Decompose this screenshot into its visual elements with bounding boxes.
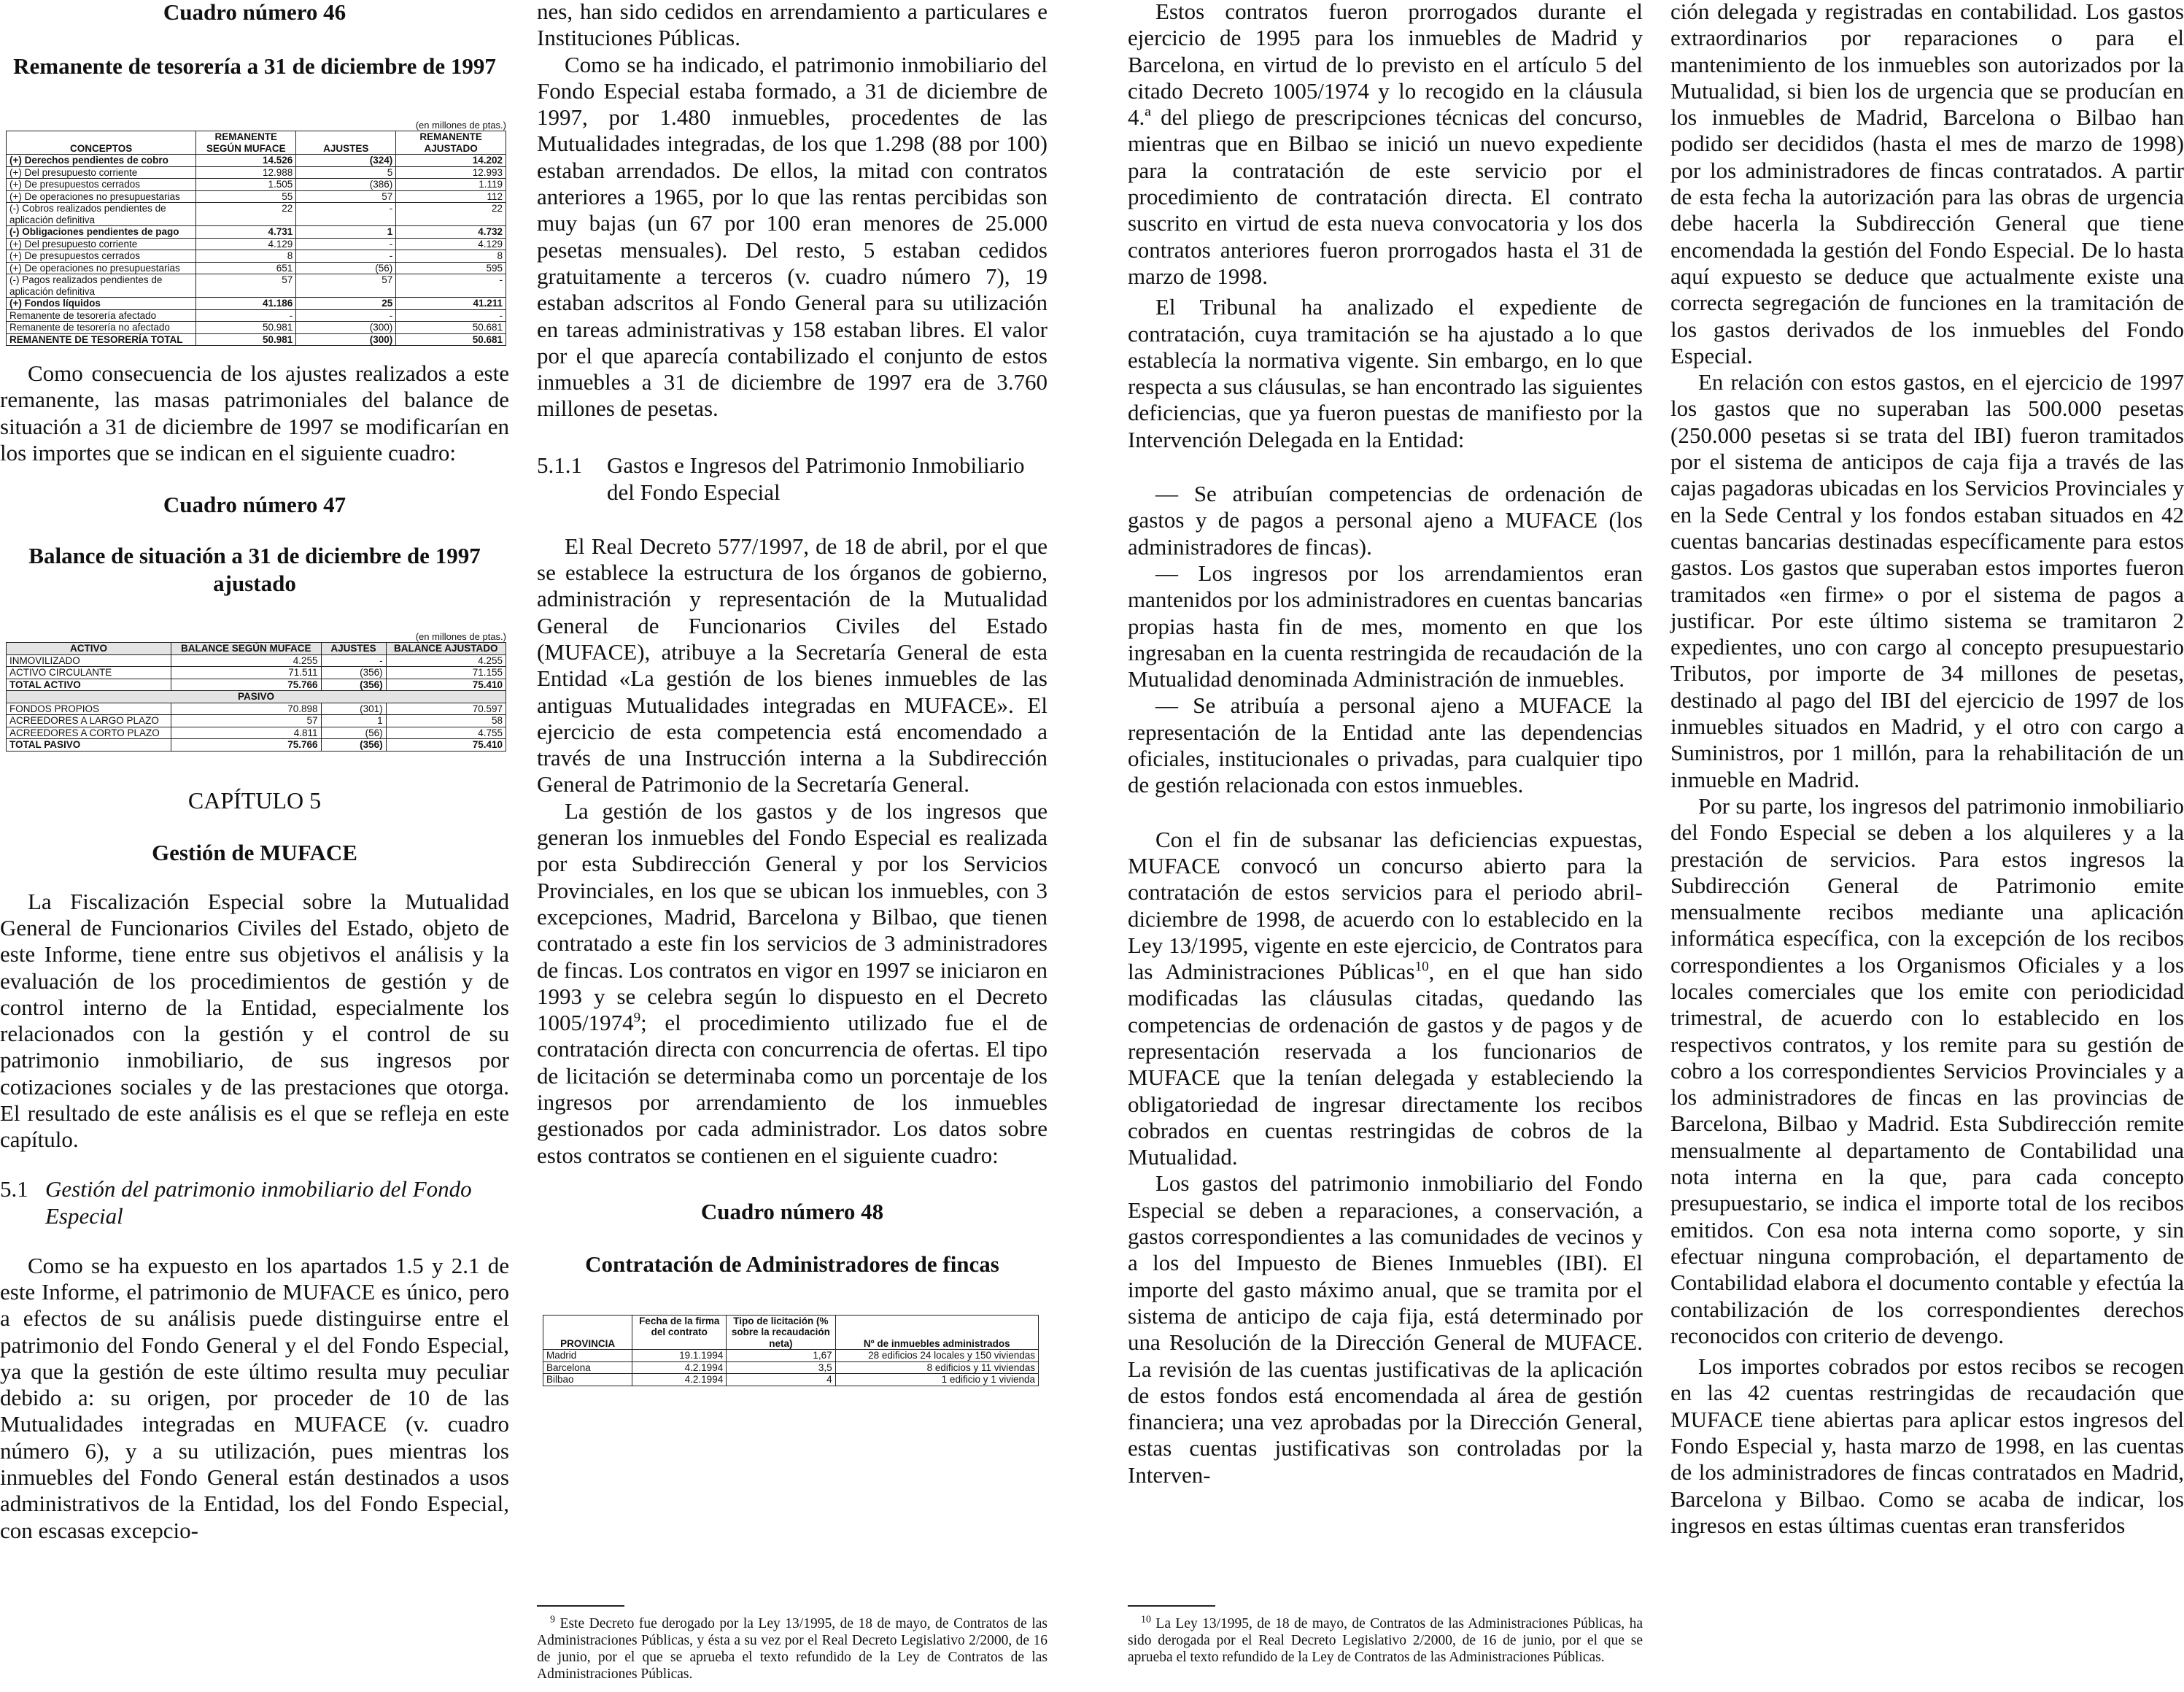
table-cell: (+) Del presupuesto corriente <box>7 238 196 250</box>
paragraph: Los gastos del patrimonio inmobiliario del Fondo Especial se deben a reparaciones, a conservación, a gastos correspondientes a las comunidades de vecinos y a los del Impuesto de Bienes Inmuebles (IBI). El importe del gasto máximo anual, que se tramita por el sistema de anticipo de caja fija, está determinado por una Resolución de la Dirección General de MUFACE. La revisión de las cuentas justificativas de la aplicación de estos fondos está encomendada al área de gestión financiera; una vez aprobadas por la Dirección General, estas cuentas justificativas son controladas por la Interven- <box>1128 1170 1643 1488</box>
table-cell: 1.505 <box>196 179 296 191</box>
table-header-cell: AJUSTES <box>296 131 396 155</box>
table-cell: 4.2.1994 <box>632 1361 727 1374</box>
table-cell: 5 <box>296 166 396 179</box>
table-cell: (+) De presupuestos cerrados <box>7 179 196 191</box>
table-header-cell: Nº de inmuebles administrados <box>835 1315 1038 1350</box>
table-header-cell: CONCEPTOS <box>7 131 196 155</box>
deficiency-list <box>1128 481 1643 799</box>
paragraph: Por su parte, los ingresos del patrimonio inmobiliario del Fondo Especial se deben a los alquileres y a la prestación de servicios. Para estos ingresos la Subdirección General de Patrimonio emite mensualmente recibos mediante una aplicación informática específica, con la excepción de los recibos correspondientes a los Organismos Oficiales y a los locales comerciales que los emite con periodicidad trimestral, de acuerdo con lo establecido en los respectivos contratos, y los remite para su gestión de cobro a los correspondientes Servicios Provinciales y a los administradores de fincas en las provincias de Barcelona, Bilbao y Madrid. Esta Subdirección remite mensualmente al departamento de Contabilidad una nota interna en la que, para cada concepto presupuestario, se indica el importe total de los recibos emitidos. Con esa nota interna como soporte, y sin efectuar ninguna comprobación, el departamento de Contabilidad elabora el documento contable y efectúa la contabilización de los correspondientes derechos reconocidos con criterio de devengo. <box>1670 792 2184 1348</box>
table-cell: 71.511 <box>171 667 322 679</box>
cuadro-46-number: Cuadro número 46 <box>163 0 346 25</box>
table-cell: 75.410 <box>386 739 506 752</box>
table-cell: 25 <box>296 298 396 310</box>
table-cell: Remanente de tesorería no afectado <box>7 322 196 334</box>
table-cell: 3,5 <box>727 1361 835 1374</box>
table-row <box>7 703 506 715</box>
table-cell: 57 <box>171 715 322 727</box>
table-cell: INMOVILIZADO <box>7 654 171 667</box>
table-cell: 70.898 <box>171 703 322 715</box>
table-cell: (+) De operaciones no presupuestarias <box>7 262 196 274</box>
table-cell: (324) <box>296 155 396 167</box>
table-cell: 8 edificios y 11 viviendas <box>835 1361 1038 1374</box>
table-cell: (56) <box>321 727 386 739</box>
table-cell: 22 <box>396 203 506 226</box>
table-cell: (+) Fondos líquidos <box>7 298 196 310</box>
cuadro-46-table <box>6 131 506 346</box>
table-cell: 57 <box>196 274 296 298</box>
table-cell: ACREEDORES A CORTO PLAZO <box>7 727 171 739</box>
list-item: — Se atribuían competencias de ordenación de gastos y de pagos a personal ajeno a MUFACE (los administradores de fincas). <box>1128 481 1643 560</box>
paragraph <box>1128 827 1643 1171</box>
table-cell: Barcelona <box>543 1361 632 1374</box>
cuadro-48-body <box>543 1350 1039 1386</box>
table-row <box>543 1361 1039 1374</box>
cuadro-47-table-wrap <box>6 631 506 752</box>
footnote-ref: 10 <box>1414 959 1429 975</box>
table-cell: - <box>296 250 396 263</box>
paragraph: En relación con estos gastos, en el ejercicio de 1997 los gastos que no superaban las 500.000 pesetas (250.000 pesetas si se trata del IBI) fueron tramitados por el sistema de anticipos de caja fija a través de las cajas pagadoras ubicadas en los Servicios Provinciales y en la Sede Central y los fondos estaban situados en 42 cuentas bancarias destinadas específicamente para estos gastos. Los gastos que superaban estos importes fueron tramitados «en firme» o por el sistema de pagos a justificar. Por este último sistema se tramitaron 2 expedientes, uno con cargo al concepto presupuestario Tributos, por importe de 34 millones de pesetas, destinado al pago del IBI del ejercicio de 1997 de los inmuebles situados en Madrid, y el otro con cargo a Suministros, por 1 millón, para la rehabilitación de un inmueble en Madrid. <box>1670 369 2184 792</box>
paragraph-text: , en el que han sido modificadas las cláusulas citadas, quedando las competencias de ordenación de gastos y de pagos y de representación reservada a los funcionarios de MUFACE que la tenían delegada y estableciendo la obligatoriedad de ingresar directamente los recibos cobrados en cuentas restringidas de cobros de la Mutualidad. <box>1128 959 1643 1170</box>
table-cell: (-) Cobros realizados pendientes de aplicación definitiva <box>7 203 196 226</box>
table-cell: 19.1.1994 <box>632 1350 727 1362</box>
cuadro-46-table-wrap <box>6 120 506 346</box>
table-cell: - <box>296 309 396 322</box>
table-row <box>7 250 506 263</box>
section-heading <box>537 452 1048 506</box>
cuadro-47-body <box>7 654 506 751</box>
cuadro-48-table-wrap <box>543 1315 1039 1386</box>
table-header-row <box>7 643 506 655</box>
table-cell: 12.993 <box>396 166 506 179</box>
table-cell: (300) <box>296 322 396 334</box>
chapter-heading: CAPÍTULO 5 <box>187 787 322 814</box>
table-cell: (+) Derechos pendientes de cobro <box>7 155 196 167</box>
paragraph: Como consecuencia de los ajustes realizados a este remanente, las masas patrimoniales del balance de situación a 31 de diciembre de 1997 se modificarían en los importes que se indican en el siguiente cuadro: <box>0 360 509 466</box>
table-cell: 50.681 <box>396 322 506 334</box>
table-cell: 8 <box>196 250 296 263</box>
table-cell: Bilbao <box>543 1374 632 1386</box>
cuadro-47-unit: (en millones de ptas.) <box>415 631 506 643</box>
cuadro-47-title: Balance de situación a 31 de diciembre de 1997 ajustado <box>28 543 481 597</box>
paragraph: Los importes cobrados por estos recibos se recogen en las 42 cuentas restringidas de recaudación que MUFACE tiene abiertas para aplicar estos ingresos del Fondo Especial y, hasta marzo de 1998, en las cuentas de los administradores de fincas contratados en Madrid, Barcelona y Bilbao. Como se acaba de indicar, los ingresos en estas últimas cuentas eran transferidos <box>1670 1353 2184 1538</box>
table-row <box>7 298 506 310</box>
table-cell: (356) <box>321 679 386 691</box>
paragraph: ción delegada y registradas en contabilidad. Los gastos extraordinarios por reparaciones o para el mantenimiento de los inmuebles son autorizados por la Mutualidad, si bien los de urgencia que se producían en los inmuebles de Madrid, Barcelona o Bilbao han podido ser decididos (hasta el mes de marzo de 1998) por los administradores de fincas contratados. A partir de esta fecha la autorización para las obras de urgencia debe hacerla la Subdirección General que tiene encomendada la gestión del Fondo Especial. De lo hasta aquí expuesto se deduce que actualmente existe una correcta segregación de funciones en la tramitación de los gastos derivados de los inmuebles del Fondo Especial. <box>1670 0 2184 368</box>
table-row <box>7 203 506 226</box>
table-cell: 41.186 <box>196 298 296 310</box>
table-cell: 112 <box>396 190 506 203</box>
table-cell: (56) <box>296 262 396 274</box>
table-cell: 1 <box>296 226 396 239</box>
table-cell: PASIVO <box>7 691 506 703</box>
table-cell: 4.811 <box>171 727 322 739</box>
table-cell: ACTIVO CIRCULANTE <box>7 667 171 679</box>
paragraph <box>537 798 1048 1169</box>
table-cell: (386) <box>296 179 396 191</box>
table-row <box>7 715 506 727</box>
chapter-title: Gestión de MUFACE <box>152 839 357 865</box>
cuadro-48-number: Cuadro número 48 <box>700 1198 884 1224</box>
table-cell: - <box>396 309 506 322</box>
table-header-cell: PROVINCIA <box>543 1315 632 1350</box>
table-cell: 55 <box>196 190 296 203</box>
table-cell: ACREEDORES A LARGO PLAZO <box>7 715 171 727</box>
table-cell: FONDOS PROPIOS <box>7 703 171 715</box>
cuadro-46-unit: (en millones de ptas.) <box>415 120 506 131</box>
footnote-rule <box>537 1605 624 1607</box>
table-row <box>7 262 506 274</box>
section-number: 5.1 <box>0 1175 28 1202</box>
list-item: — Los ingresos por los arrendamientos eran mantenidos por los administradores en cuentas bancarias propias hasta fin de mes, momento en que los ingresaban en la cuenta restringida de recaudación de la Mutualidad denominada Administración de inmuebles. <box>1128 560 1643 692</box>
table-row <box>7 190 506 203</box>
table-cell: 12.988 <box>196 166 296 179</box>
footnote <box>1128 1615 1643 1666</box>
table-cell: - <box>196 309 296 322</box>
table-cell: 28 edificios 24 locales y 150 viviendas <box>835 1350 1038 1362</box>
table-cell: TOTAL ACTIVO <box>7 679 171 691</box>
paragraph-text: ; el procedimiento utilizado fue el de contratación directa con concurrencia de ofertas. El tipo de licitación se determinaba como un porcentaje de los ingresos por arrendamiento de los inmuebles gestionados por cada administrador. Los datos sobre estos contratos se contienen en el siguiente cuadro: <box>537 1010 1048 1168</box>
footnote-block <box>1128 1605 1643 1666</box>
table-header-cell: REMANENTE AJUSTADO <box>396 131 506 155</box>
paragraph: Como se ha indicado, el patrimonio inmobiliario del Fondo Especial estaba formado, a 31 de diciembre de 1997, por 1.480 inmuebles, procedentes de las Mutualidades integradas, de los que 1.298 (88 por 100) estaban arrendados. De ellos, la mitad con contratos anteriores a 1965, por lo que las rentas percibidas son muy bajas (un 67 por 100 eran menores de 25.000 pesetas mensuales). Del resto, 5 estaban cedidos gratuitamente a terceros (v. cuadro número 7), 19 estaban adscritos al Fondo General para su utilización en tareas administrativas y 158 estaban libres. El valor por el que aparecía contabilizado el conjunto de estos inmuebles a 31 de diciembre de 1997 era de 3.760 millones de pesetas. <box>537 51 1048 422</box>
table-row <box>7 322 506 334</box>
table-row <box>7 691 506 703</box>
table-header-cell: Fecha de la firma del contrato <box>632 1315 727 1350</box>
table-row <box>7 166 506 179</box>
table-cell: 4.755 <box>386 727 506 739</box>
table-cell: 4.129 <box>196 238 296 250</box>
section-heading <box>0 1175 509 1229</box>
table-cell: 41.211 <box>396 298 506 310</box>
cuadro-48-title: Contratación de Administradores de fincas <box>585 1251 999 1277</box>
paragraph: Como se ha expuesto en los apartados 1.5 y 2.1 de este Informe, el patrimonio de MUFACE es único, pero a efectos de su análisis puede distinguirse entre el patrimonio del Fondo General y el del Fondo Especial, ya que la gestión de este último resulta muy peculiar debido a: su origen, por proceder de 10 de las Mutualidades integradas en MUFACE (v. cuadro número 6), y a su utilización, pues mientras los inmuebles del Fondo General están destinados a usos administrativos de la Entidad, los del Fondo Especial, con escasas excepcio- <box>0 1252 509 1543</box>
paragraph-text: Con el fin de subsanar las deficiencias expuestas, MUFACE convocó un concurso abierto para la contratación de estos servicios para el periodo abril-diciembre de 1998, de acuerdo con lo establecido en la Ley 13/1995, vigente en este ejercicio, de Contratos para las Administraciones Públicas <box>1128 826 1643 985</box>
footnote-rule <box>1128 1605 1215 1607</box>
table-row <box>7 309 506 322</box>
table-cell: 75.766 <box>171 679 322 691</box>
table-cell: - <box>296 203 396 226</box>
table-header-cell: REMANENTE SEGÚN MUFACE <box>196 131 296 155</box>
column-1 <box>0 0 509 1544</box>
table-cell: 50.981 <box>196 322 296 334</box>
table-cell: 4.2.1994 <box>632 1374 727 1386</box>
table-cell: (+) De operaciones no presupuestarias <box>7 190 196 203</box>
table-cell: 651 <box>196 262 296 274</box>
table-cell: - <box>296 238 396 250</box>
section-title: Gastos e Ingresos del Patrimonio Inmobiliario del Fondo Especial <box>607 452 1025 505</box>
cuadro-47-number: Cuadro número 47 <box>163 492 346 518</box>
table-cell: 22 <box>196 203 296 226</box>
table-cell: Madrid <box>543 1350 632 1362</box>
table-cell: (+) Del presupuesto corriente <box>7 166 196 179</box>
table-cell: 4.255 <box>386 654 506 667</box>
table-row <box>7 667 506 679</box>
paragraph: El Real Decreto 577/1997, de 18 de abril, por el que se establece la estructura de los órganos de gobierno, administración y representación de la Mutualidad General de Funcionarios Civiles del Estado (MUFACE), atribuye a la Secretaría General de esta Entidad «La gestión de los bienes inmuebles de las antiguas Mutualidades integradas en MUFACE». El ejercicio de esta competencia está encomendado a través de una Instrucción interna a la Subdirección General de Patrimonio de la Secretaría General. <box>537 533 1048 797</box>
table-cell: 4 <box>727 1374 835 1386</box>
table-cell: 1 edificio y 1 vivienda <box>835 1374 1038 1386</box>
table-row <box>7 679 506 691</box>
table-cell: (356) <box>321 739 386 752</box>
table-cell: (356) <box>321 667 386 679</box>
table-cell: (301) <box>321 703 386 715</box>
cuadro-46-body <box>7 155 506 346</box>
table-cell: 14.526 <box>196 155 296 167</box>
footnote <box>537 1615 1048 1683</box>
table-cell: - <box>321 654 386 667</box>
table-cell: Remanente de tesorería afectado <box>7 309 196 322</box>
column-3 <box>1128 0 1643 1665</box>
table-cell: 1.119 <box>396 179 506 191</box>
table-header-cell: AJUSTES <box>321 643 386 655</box>
paragraph: Estos contratos fueron prorrogados durante el ejercicio de 1995 para los inmuebles de Madrid y Barcelona, en virtud de lo previsto en el artículo 5 del citado Decreto 1005/1974 y lo recogido en la cláusula 4.ª del pliego de prescripciones técnicas del concurso, mientras que en Bilbao se inició un nuevo expediente para la contratación de este servicio por el procedimiento de contratación directa. El contrato suscrito en virtud de esta nueva convocatoria y los dos contratos anteriores fueron prorrogados hasta el 31 de marzo de 1998. <box>1128 0 1643 289</box>
table-row <box>543 1374 1039 1386</box>
table-row <box>7 274 506 298</box>
table-row <box>7 727 506 739</box>
footnote-mark: 9 <box>550 1614 555 1626</box>
table-row <box>7 179 506 191</box>
table-cell: TOTAL PASIVO <box>7 739 171 752</box>
table-cell: 57 <box>296 274 396 298</box>
table-cell: - <box>396 274 506 298</box>
table-cell: (300) <box>296 333 396 346</box>
paragraph: La Fiscalización Especial sobre la Mutualidad General de Funcionarios Civiles del Estado, objeto de este Informe, tiene entre sus objetivos el análisis y la evaluación de los procedimientos de gestión y de control interno de la Entidad, especialmente los relacionados con la gestión y el control de su patrimonio inmobiliario, de sus ingresos por cotizaciones sociales y de las prestaciones que otorga. El resultado de este análisis es el que se refleja en este capítulo. <box>0 888 509 1153</box>
footnote-text: Este Decreto fue derogado por la Ley 13/1995, de 18 de mayo, de Contratos de las Administraciones Públicas, y ésta a su vez por el Real Decreto Legislativo 2/2000, de 16 de junio, por el que se aprueba el texto refundido de la Ley de Contratos de las Administraciones Públicas. <box>537 1616 1048 1682</box>
table-cell: 8 <box>396 250 506 263</box>
table-cell: 58 <box>386 715 506 727</box>
footnote-block <box>537 1605 1048 1683</box>
table-header-cell: ACTIVO <box>7 643 171 655</box>
table-row <box>7 226 506 239</box>
paragraph-text: La gestión de los gastos y de los ingresos que generan los inmuebles del Fondo Especial es realizada por esta Subdirección General y por los Servicios Provinciales, en los que se ubican los inmuebles, con 3 excepciones, Madrid, Barcelona y Bilbao, que tienen contratado a este fin los servicios de 3 administradores de fincas. Los contratos en vigor en 1997 se iniciaron en 1993 y se celebra según lo dispuesto en el Decreto 1005/1974 <box>537 797 1048 1036</box>
list-item: — Se atribuía a personal ajeno a MUFACE la representación de la Entidad ante las dependencias oficiales, institucionales o privadas, para cualquier tipo de gestión relacionada con estos inmuebles. <box>1128 692 1643 798</box>
table-cell: 71.155 <box>386 667 506 679</box>
cuadro-46-title: Remanente de tesorería a 31 de diciembre de 1997 <box>13 53 496 79</box>
table-row <box>7 333 506 346</box>
table-header-cell: BALANCE SEGÚN MUFACE <box>171 643 322 655</box>
table-cell: 14.202 <box>396 155 506 167</box>
column-2 <box>537 0 1048 1682</box>
table-cell: 4.731 <box>196 226 296 239</box>
table-header-row <box>543 1315 1039 1350</box>
table-cell: 4.255 <box>171 654 322 667</box>
table-cell: 1,67 <box>727 1350 835 1362</box>
table-header-cell: BALANCE AJUSTADO <box>386 643 506 655</box>
table-cell: 50.981 <box>196 333 296 346</box>
column-4 <box>1670 0 2184 1539</box>
footnote-mark: 10 <box>1141 1614 1151 1626</box>
table-cell: 595 <box>396 262 506 274</box>
table-cell: (-) Obligaciones pendientes de pago <box>7 226 196 239</box>
section-number: 5.1.1 <box>537 452 582 478</box>
cuadro-48-table <box>543 1315 1039 1386</box>
table-cell: (-) Pagos realizados pendientes de aplicación definitiva <box>7 274 196 298</box>
table-cell: 70.597 <box>386 703 506 715</box>
section-title: Gestión del patrimonio inmobiliario del Fondo Especial <box>45 1175 472 1229</box>
cuadro-47-table <box>6 642 506 752</box>
table-header-cell: Tipo de licitación (% sobre la recaudación neta) <box>727 1315 835 1350</box>
table-cell: REMANENTE DE TESORERÍA TOTAL <box>7 333 196 346</box>
table-cell: 50.681 <box>396 333 506 346</box>
footnote-ref: 9 <box>633 1010 641 1026</box>
table-cell: 75.410 <box>386 679 506 691</box>
table-cell: 4.732 <box>396 226 506 239</box>
table-row <box>7 155 506 167</box>
table-row <box>543 1350 1039 1362</box>
table-row <box>7 238 506 250</box>
table-cell: 4.129 <box>396 238 506 250</box>
table-cell: 57 <box>296 190 396 203</box>
table-cell: 1 <box>321 715 386 727</box>
table-cell: (+) De presupuestos cerrados <box>7 250 196 263</box>
table-row <box>7 739 506 752</box>
table-cell: 75.766 <box>171 739 322 752</box>
paragraph: nes, han sido cedidos en arrendamiento a particulares e Instituciones Públicas. <box>537 0 1048 51</box>
footnote-text: La Ley 13/1995, de 18 de mayo, de Contratos de las Administraciones Públicas, ha sido derogada por el Real Decreto Legislativo 2/2000, de 16 de junio, por el que se aprueba el texto refundido de la Ley de Contratos de las Administraciones Públicas. <box>1128 1616 1643 1665</box>
table-row <box>7 654 506 667</box>
paragraph: El Tribunal ha analizado el expediente de contratación, cuya tramitación se ha ajustado a lo que establecía la normativa vigente. Sin embargo, en lo que respecta a sus cláusulas, se han encontrado las siguientes deficiencias, que ya fueron puestas de manifiesto por la Intervención Delegada en la Entidad: <box>1128 294 1643 452</box>
table-header-row <box>7 131 506 155</box>
